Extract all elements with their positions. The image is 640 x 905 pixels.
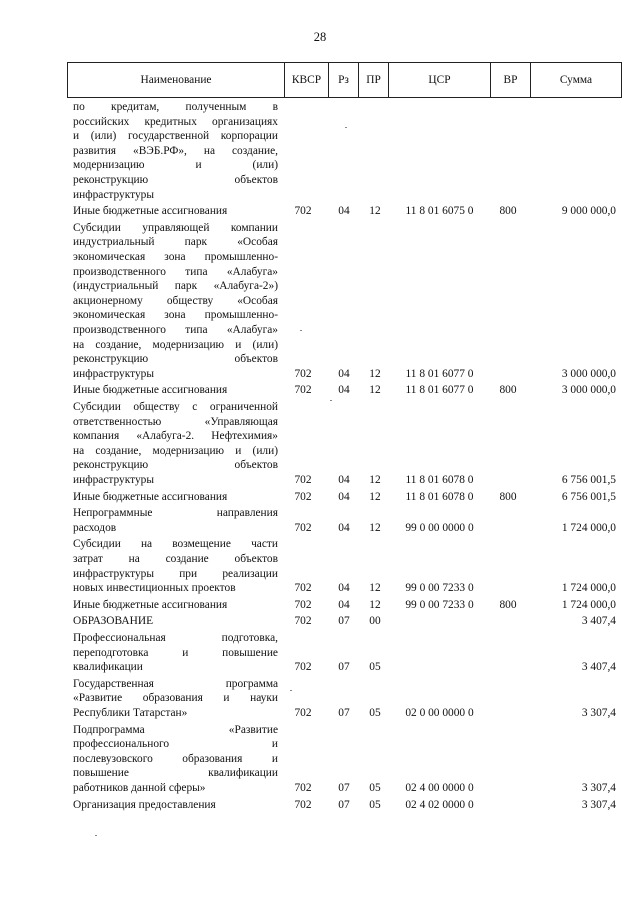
row-name xyxy=(73,400,278,488)
row-name-line: реконструкцию объектов xyxy=(73,173,278,186)
row-name-line: Иные бюджетные ассигнования xyxy=(73,384,228,397)
row-name-line: реконструкцию объектов xyxy=(73,353,278,366)
row-pr: 05 xyxy=(369,661,381,674)
row-vr: 800 xyxy=(499,384,517,397)
header-pr: ПР xyxy=(358,63,388,97)
row-pr: 12 xyxy=(369,490,381,503)
row-name-line: развития «ВЭБ.РФ», на создание, xyxy=(73,144,278,157)
row-name xyxy=(73,490,278,505)
row-name-line: Организация предоставления xyxy=(73,798,216,811)
row-name-line: ОБРАЗОВАНИЕ xyxy=(73,615,154,628)
row-name-line: Подпрограмма «Развитие xyxy=(73,723,278,736)
row-csr: 11 8 01 6077 0 xyxy=(405,384,474,397)
row-name-line: «Развитие образования и науки xyxy=(73,692,278,705)
row-pr: 12 xyxy=(369,598,381,611)
row-name-line: (индустриальный парк «Алабуга-2») xyxy=(73,280,278,293)
row-name xyxy=(73,204,278,219)
row-name-line: Иные бюджетные ассигнования xyxy=(73,598,228,611)
row-name-line: работников данной сферы» xyxy=(73,781,206,794)
row-csr: 99 0 00 0000 0 xyxy=(405,521,474,534)
row-pr: 05 xyxy=(369,798,381,811)
row-sum: 6 756 001,5 xyxy=(561,490,616,503)
row-name-line: переподготовка и повышение xyxy=(73,646,278,659)
row-kvsr: 702 xyxy=(294,781,312,794)
row-kvsr: 702 xyxy=(294,661,312,674)
header-csr: ЦСР xyxy=(388,63,490,97)
row-name-line: на создание, модернизацию и (или) xyxy=(73,444,278,457)
row-name xyxy=(73,677,278,721)
table-header xyxy=(67,62,622,98)
scan-speck xyxy=(300,330,302,331)
row-kvsr: 702 xyxy=(294,798,312,811)
row-pr: 12 xyxy=(369,521,381,534)
row-rz: 07 xyxy=(338,615,350,628)
row-kvsr: 702 xyxy=(294,474,312,486)
row-csr: 11 8 01 6078 0 xyxy=(405,490,474,503)
row-rz: 07 xyxy=(338,706,350,719)
row-pr: 00 xyxy=(369,615,381,628)
row-kvsr: 702 xyxy=(294,582,312,595)
header-sum: Сумма xyxy=(530,63,621,97)
row-name-line: производственного типа «Алабуга» xyxy=(73,265,278,278)
row-sum: 1 724 000,0 xyxy=(561,582,616,595)
row-name-line: Непрограммные направления xyxy=(73,507,278,520)
row-name-line: Государственная программа xyxy=(73,677,278,690)
row-name-line: и (или) государственной корпорации xyxy=(73,130,278,143)
row-name-line: затрат на создание объектов xyxy=(73,552,278,565)
row-name-line: расходов xyxy=(73,521,117,534)
row-name xyxy=(73,506,278,535)
row-rz: 07 xyxy=(338,661,350,674)
row-name xyxy=(73,631,278,675)
row-name-line: Субсидии управляющей компании xyxy=(73,221,278,234)
row-name xyxy=(73,221,278,382)
row-name-line: индустриальный парк «Особая xyxy=(73,236,278,249)
row-name-line: по кредитам, полученным в xyxy=(73,101,278,113)
row-kvsr: 702 xyxy=(294,598,312,611)
row-pr: 12 xyxy=(369,384,381,397)
row-name-line: инфраструктуры при реализации xyxy=(73,567,278,580)
scan-speck xyxy=(290,690,292,691)
row-sum: 3 000 000,0 xyxy=(561,367,616,380)
row-sum: 1 724 000,0 xyxy=(561,598,616,611)
row-kvsr: 702 xyxy=(294,367,312,380)
row-pr: 12 xyxy=(369,367,381,380)
row-name-line: российских кредитных организациях xyxy=(73,115,278,128)
row-name-line: повышение квалификации xyxy=(73,767,278,780)
row-vr: 800 xyxy=(499,205,517,218)
row-sum: 6 756 001,5 xyxy=(561,474,616,486)
row-pr: 12 xyxy=(369,474,381,486)
row-name xyxy=(73,798,278,813)
row-kvsr: 702 xyxy=(294,615,312,628)
row-csr: 11 8 01 6075 0 xyxy=(405,205,474,218)
row-pr: 05 xyxy=(369,706,381,719)
row-name-line: реконструкцию объектов xyxy=(73,459,278,472)
row-csr: 02 4 00 0000 0 xyxy=(405,781,474,794)
row-name-line: инфраструктуры xyxy=(73,367,154,380)
row-name-line: Иные бюджетные ассигнования xyxy=(73,205,228,218)
row-csr: 11 8 01 6078 0 xyxy=(405,474,474,486)
row-name-line: на создание, модернизацию и (или) xyxy=(73,338,278,351)
row-kvsr: 702 xyxy=(294,706,312,719)
row-sum: 3 407,4 xyxy=(581,615,616,628)
row-kvsr: 702 xyxy=(294,521,312,534)
row-name-line: Иные бюджетные ассигнования xyxy=(73,490,228,503)
row-sum: 1 724 000,0 xyxy=(561,521,616,534)
row-rz: 04 xyxy=(338,490,350,503)
row-sum: 3 307,4 xyxy=(581,798,616,811)
row-name-line: Субсидии на возмещение части xyxy=(73,538,278,551)
row-rz: 04 xyxy=(338,521,350,534)
header-vr: ВР xyxy=(490,63,530,97)
row-vr: 800 xyxy=(499,490,517,503)
row-rz: 07 xyxy=(338,798,350,811)
row-name xyxy=(73,723,278,796)
row-csr: 99 0 00 7233 0 xyxy=(405,598,474,611)
row-csr: 02 0 00 0000 0 xyxy=(405,706,474,719)
row-pr: 12 xyxy=(369,205,381,218)
row-name-line: Профессиональная подготовка, xyxy=(73,632,278,644)
header-rz: Рз xyxy=(328,63,358,97)
scan-speck xyxy=(330,400,332,401)
row-rz: 04 xyxy=(338,205,350,218)
row-name-line: ответственностью «Управляющая xyxy=(73,415,278,428)
row-rz: 04 xyxy=(338,367,350,380)
row-name-line: экономическая зона промышленно- xyxy=(73,250,278,263)
row-rz: 04 xyxy=(338,474,350,486)
row-kvsr: 702 xyxy=(294,384,312,397)
row-name-line: Субсидии обществу с ограниченной xyxy=(73,401,278,413)
row-name-line: инфраструктуры xyxy=(73,188,154,201)
row-name xyxy=(73,537,278,595)
header-kvsr: КВСР xyxy=(284,63,328,97)
row-name-line: производственного типа «Алабуга» xyxy=(73,323,278,336)
row-sum: 3 307,4 xyxy=(581,706,616,719)
row-name-line: компания «Алабуга-2. Нефтехимия» xyxy=(73,430,278,443)
row-csr: 02 4 02 0000 0 xyxy=(405,798,474,811)
row-name-line: квалификации xyxy=(73,661,143,674)
row-sum: 9 000 000,0 xyxy=(561,205,616,218)
row-name-line: экономическая зона промышленно- xyxy=(73,309,278,322)
row-name xyxy=(73,614,278,629)
header-name: Наименование xyxy=(140,74,212,86)
row-sum: 3 000 000,0 xyxy=(561,384,616,397)
row-name-line: новых инвестиционных проектов xyxy=(73,582,236,595)
row-rz: 07 xyxy=(338,781,350,794)
row-name-line: модернизацию и (или) xyxy=(73,159,278,172)
row-csr: 99 0 00 7233 0 xyxy=(405,582,474,595)
row-rz: 04 xyxy=(338,582,350,595)
row-name-line: послевузовского образования и xyxy=(73,752,278,765)
row-kvsr: 702 xyxy=(294,205,312,218)
row-name-line: Республики Татарстан» xyxy=(73,706,188,719)
row-csr: 11 8 01 6077 0 xyxy=(405,367,474,380)
row-sum: 3 307,4 xyxy=(581,781,616,794)
row-name xyxy=(73,100,278,202)
row-kvsr: 702 xyxy=(294,490,312,503)
row-sum: 3 407,4 xyxy=(581,661,616,674)
row-pr: 12 xyxy=(369,582,381,595)
row-name-line: профессионального и xyxy=(73,738,278,751)
row-name xyxy=(73,598,278,613)
page-number: 28 xyxy=(313,30,327,44)
row-vr: 800 xyxy=(499,598,517,611)
row-pr: 05 xyxy=(369,781,381,794)
scan-speck xyxy=(95,835,97,836)
row-rz: 04 xyxy=(338,598,350,611)
row-name xyxy=(73,383,278,398)
row-name-line: инфраструктуры xyxy=(73,473,154,486)
scan-speck xyxy=(345,127,347,128)
row-rz: 04 xyxy=(338,384,350,397)
row-name-line: акционерному обществу «Особая xyxy=(73,294,278,307)
